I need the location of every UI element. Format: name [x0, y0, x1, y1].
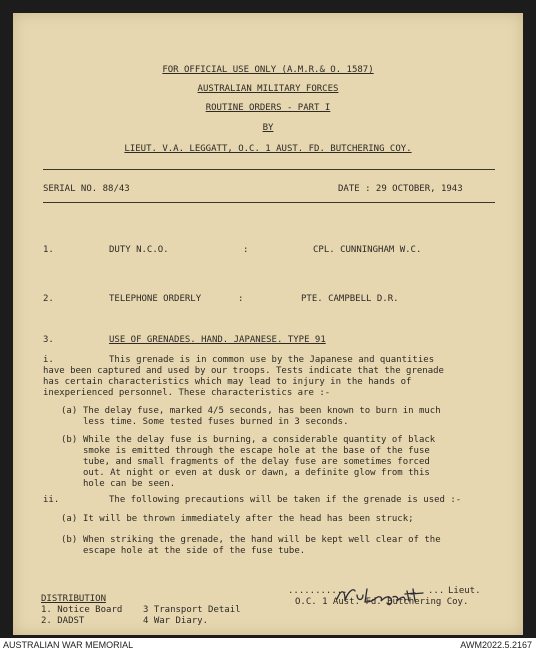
item-1-value: CPL. CUNNINGHAM W.C.: [313, 245, 422, 255]
item-2-title: TELEPHONE ORDERLY: [109, 294, 202, 304]
sub-a-line: The delay fuse, marked 4/5 seconds, has been known to burn in much: [83, 406, 441, 416]
sub-b-line: While the delay fuse is burning, a considerable quantity of black: [83, 435, 436, 445]
issuer-line: LIEUT. V.A. LEGGATT, O.C. 1 AUST. FD. BUTCHERING COY.: [124, 144, 412, 154]
signature-dots-end: ...: [428, 586, 445, 596]
sub-ii-b-line: When striking the grenade, the hand will be kept well clear of the: [83, 535, 441, 545]
item-1-title: DUTY N.C.O.: [109, 245, 169, 255]
order-date: DATE : 29 OCTOBER, 1943: [338, 184, 463, 194]
sub-ii-a-label: (a): [61, 514, 78, 524]
orders-title: ROUTINE ORDERS - PART I: [205, 103, 331, 113]
signatory-unit: O.C. 1 Aust. Fd. Butchering Coy.: [295, 597, 469, 607]
sub-b-line: tube, and small fragments of the delay fuse are sometimes forced: [83, 457, 430, 467]
archive-name: AUSTRALIAN WAR MEMORIAL: [3, 640, 134, 650]
item-2-value: PTE. CAMPBELL D.R.: [301, 294, 399, 304]
distribution-entry: 2. DADST: [41, 616, 85, 626]
para-ii-text: The following precautions will be taken if the grenade is used :-: [109, 495, 462, 505]
sub-b-line: hole can be seen.: [83, 479, 176, 489]
para-ii-number: ii.: [43, 495, 60, 505]
sub-b-line: out. At night or even at dusk or dawn, a definite glow from this: [83, 468, 430, 478]
serial-divider: [43, 202, 495, 203]
para-i-line: have been captured and used by our troops. Tests indicate that the grenade: [43, 366, 444, 376]
item-3-title: USE OF GRENADES. HAND. JAPANESE. TYPE 91: [109, 335, 326, 345]
sub-ii-b-label: (b): [61, 535, 78, 545]
distribution-entry: 3 Transport Detail: [143, 605, 241, 615]
sub-a-line: less time. Some tested fuses burned in 3 seconds.: [83, 417, 349, 427]
distribution-entry: 1. Notice Board: [41, 605, 123, 615]
signatory-rank: Lieut.: [448, 586, 481, 596]
signature-dots: ...........: [288, 586, 348, 596]
sub-ii-a-text: It will be thrown immediately after the head has been struck;: [83, 514, 414, 524]
para-i-line: inexperienced personnel. These characteristics are :-: [43, 388, 331, 398]
archive-footer: [0, 638, 536, 653]
sub-ii-b-line: escape hole at the side of the fuse tube.: [83, 546, 306, 556]
organisation-line: AUSTRALIAN MILITARY FORCES: [197, 84, 339, 94]
serial-number: SERIAL NO. 88/43: [43, 184, 130, 194]
document-page: [13, 13, 523, 635]
item-1-number: 1.: [43, 245, 54, 255]
item-3-number: 3.: [43, 335, 54, 345]
distribution-heading: DISTRIBUTION: [41, 594, 107, 604]
sub-b-line: smoke is emitted through the escape hole at the base of the fuse: [83, 446, 430, 456]
item-2-number: 2.: [43, 294, 54, 304]
sub-a-label: (a): [61, 406, 78, 416]
para-i-line: has certain characteristics which may lead to injury in the hands of: [43, 377, 412, 387]
accession-number: AWM2022.5.2167: [460, 640, 532, 650]
by-line: BY: [262, 123, 274, 133]
item-1-separator: :: [243, 245, 249, 255]
para-i-number: i.: [43, 355, 54, 365]
classification-line: FOR OFFICIAL USE ONLY (A.M.R.& O. 1587): [162, 65, 374, 75]
item-2-separator: :: [238, 294, 244, 304]
sub-b-label: (b): [61, 435, 78, 445]
para-i-line: This grenade is in common use by the Japanese and quantities: [109, 355, 435, 365]
distribution-entry: 4 War Diary.: [143, 616, 209, 626]
header-divider: [43, 169, 495, 170]
